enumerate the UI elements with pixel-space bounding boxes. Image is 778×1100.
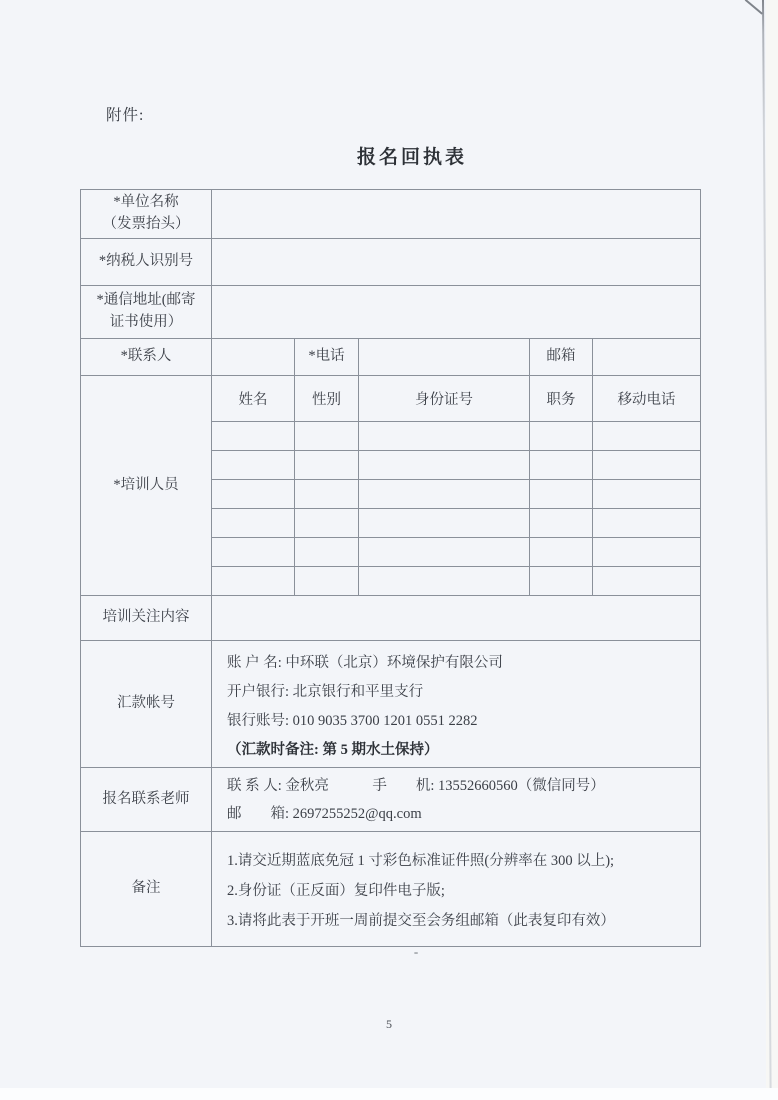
remittance-label: 汇款帐号 [81, 641, 212, 768]
trainee-cell [359, 422, 530, 451]
remittance-note: （汇款时备注: 第 5 期水土保持） [227, 742, 439, 758]
row-reg-teacher [81, 768, 701, 832]
trainee-cell [593, 567, 701, 596]
trainee-cell [593, 509, 701, 538]
trainee-cell [593, 451, 701, 480]
trainee-cell [295, 567, 359, 596]
reg-teacher-line1: 联 系 人: 金秋亮 手 机: 13552660560（微信同号） [227, 778, 605, 794]
contact-email-label: 邮箱 [530, 339, 593, 376]
contact-email-value [593, 339, 701, 376]
trainee-cell [530, 480, 593, 509]
unit-name-label-line1: *单位名称 [113, 194, 179, 211]
contact-phone-label: *电话 [295, 339, 359, 376]
scan-bottom-strip [0, 1088, 778, 1100]
trainee-cell [593, 422, 701, 451]
trainee-cell [359, 509, 530, 538]
remittance-bank: 开户银行: 北京银行和平里支行 [227, 684, 424, 700]
row-trainee-header [81, 376, 701, 422]
unit-name-label [81, 190, 212, 239]
taxpayer-id-label: *纳税人识别号 [81, 239, 212, 286]
unit-name-value [212, 190, 701, 239]
mail-address-label-line1: *通信地址(邮寄 [96, 292, 196, 309]
scan-corner-mark [745, 0, 763, 15]
mail-address-value [212, 286, 701, 339]
form-title: 报名回执表 [356, 147, 467, 168]
scan-artifact-dash: - [413, 944, 419, 959]
trainee-cell [295, 509, 359, 538]
reg-teacher-line2: 邮 箱: 2697255252@qq.com [227, 806, 422, 822]
trainee-column-name: 姓名 [212, 376, 295, 422]
trainee-column-gender: 性别 [295, 376, 359, 422]
notes-content [212, 832, 701, 947]
trainee-cell [530, 509, 593, 538]
trainee-cell [593, 538, 701, 567]
trainee-column-id-number: 身份证号 [359, 376, 530, 422]
row-training-focus [81, 596, 701, 641]
trainee-cell [212, 509, 295, 538]
trainee-cell [593, 480, 701, 509]
trainee-cell [295, 538, 359, 567]
registration-form-table [80, 189, 701, 947]
trainee-cell [212, 567, 295, 596]
trainee-cell [530, 538, 593, 567]
row-mail-address [81, 286, 701, 339]
row-unit-name [81, 190, 701, 239]
training-focus-value [212, 596, 701, 641]
trainee-column-mobile: 移动电话 [593, 376, 701, 422]
taxpayer-id-value [212, 239, 701, 286]
attachment-label: 附件: [106, 107, 145, 124]
notes-item-1: 1.请交近期蓝底免冠 1 寸彩色标准证件照(分辨率在 300 以上); [227, 853, 615, 869]
trainees-label: *培训人员 [81, 376, 212, 596]
row-notes [81, 832, 701, 947]
contact-phone-value [359, 339, 530, 376]
remittance-account-number: 银行账号: 010 9035 3700 1201 0551 2282 [227, 713, 478, 729]
remittance-content [212, 641, 701, 768]
trainee-cell [212, 538, 295, 567]
trainee-cell [359, 451, 530, 480]
trainee-cell [530, 422, 593, 451]
row-remittance [81, 641, 701, 768]
trainee-cell [295, 451, 359, 480]
row-taxpayer-id [81, 239, 701, 286]
remittance-account-name: 账 户 名: 中环联（北京）环境保护有限公司 [227, 655, 503, 671]
title-wrap [23, 142, 778, 169]
trainee-cell [359, 538, 530, 567]
reg-teacher-label: 报名联系老师 [81, 768, 212, 832]
mail-address-label-line2: 证书使用） [109, 314, 183, 330]
reg-teacher-content [212, 768, 701, 832]
unit-name-label-line2: （发票抬头） [102, 216, 190, 232]
notes-item-2: 2.身份证（正反面）复印件电子版; [227, 883, 445, 899]
trainee-column-position: 职务 [530, 376, 593, 422]
trainee-cell [295, 422, 359, 451]
page-number: 5 [386, 1017, 392, 1031]
trainee-cell [359, 480, 530, 509]
trainee-cell [530, 567, 593, 596]
training-focus-label: 培训关注内容 [81, 596, 212, 641]
notes-item-3: 3.请将此表于开班一周前提交至会务组邮箱（此表复印有效） [227, 913, 615, 929]
trainee-cell [212, 422, 295, 451]
notes-label: 备注 [81, 832, 212, 947]
trainee-cell [530, 451, 593, 480]
trainee-cell [212, 480, 295, 509]
contact-label: *联系人 [81, 339, 212, 376]
row-contact [81, 339, 701, 376]
trainee-cell [295, 480, 359, 509]
contact-name-value [212, 339, 295, 376]
trainee-cell [359, 567, 530, 596]
trainee-cell [212, 451, 295, 480]
mail-address-label [81, 286, 212, 339]
